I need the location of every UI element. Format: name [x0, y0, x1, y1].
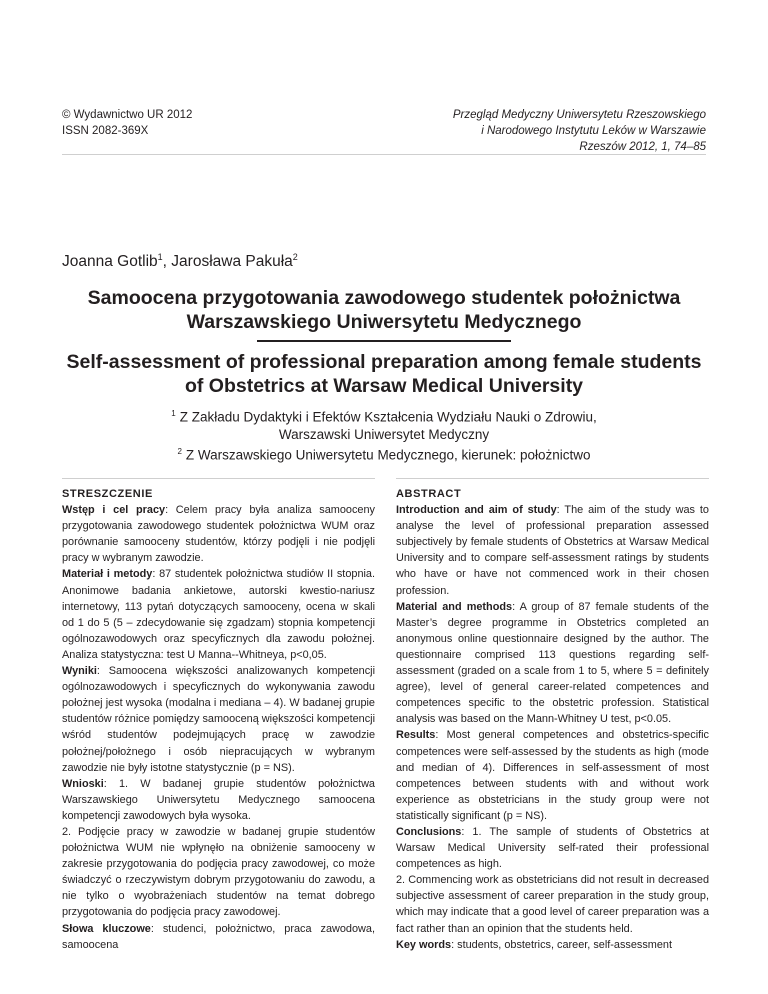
title-english-line1: Self-assessment of professional preparation among female students — [66, 351, 702, 373]
keywords — [396, 937, 709, 953]
title-english — [0, 350, 768, 398]
paragraph-text: : A group of 87 female students of the Master’s degree programme in Obstetrics completed an anonymous online questionnaire designed by the author. The questionnaire comprised 113 questions regarding self-assessment (graded on a scale from 1 to 5, where 5 = definitely agree), level of general career-related competences and competences specific to the obstetric profession. Statistical analysis was based on the Mann-Whitney U test, p<0.05. — [396, 600, 709, 726]
right-column-divider — [396, 478, 709, 479]
keywords — [62, 921, 375, 953]
abstract-paragraph — [396, 824, 709, 872]
publisher-line: © Wydawnictwo UR 2012 — [62, 109, 193, 121]
abstract-paragraph — [62, 663, 375, 776]
paragraph-text: : Most general competences and obstetrics-specific competences were self-assessed by the students as high (mode and median of 4). Differences in self-assessment of most competences between students with and without work experience as obstetricians in the study group were not statistically significant (p = NS). — [396, 729, 709, 822]
affiliation-1 — [0, 405, 768, 426]
paragraph-label: Introduction and aim of study — [396, 504, 557, 517]
paragraph-label: Materiał i metody — [62, 568, 153, 581]
affiliations — [0, 405, 768, 463]
affiliation-text: Z Warszawskiego Uniwersytetu Medycznego, kierunek: położnictwo — [185, 447, 591, 462]
paragraph-label: Key words — [396, 938, 452, 951]
affiliation-marker: 1 — [171, 409, 176, 418]
author-name: Jarosława Pakuła — [171, 253, 293, 271]
affiliation-marker: 2 — [177, 446, 182, 456]
section-heading: STRESZCZENIE — [62, 488, 153, 500]
journal-name-line1: Przegląd Medyczny Uniwersytetu Rzeszowskiego — [452, 109, 706, 121]
title-polish-line1: Samoocena przygotowania zawodowego studentek położnictwa — [87, 287, 681, 309]
abstract-paragraph — [396, 727, 709, 824]
title-polish-line2: Warszawskiego Uniwersytetu Medycznego — [186, 311, 582, 333]
author-affiliation-marker: 2 — [292, 252, 298, 262]
left-column-divider — [62, 478, 375, 479]
affiliation-1-cont: Warszawski Uniwersytet Medyczny — [278, 426, 490, 442]
abstract-paragraph: 2. Commencing work as obstetricians did not result in decreased subjective assessment of career preparation in the study group, which may indicate that a good level of career preparation was a fact rather than an opinion that the students held. — [396, 874, 709, 935]
paragraph-label: Wyniki — [62, 665, 97, 678]
journal-issue-line: Rzeszów 2012, 1, 74–85 — [579, 141, 706, 153]
affiliation-text: Z Zakładu Dydaktyki i Efektów Kształcenia Wydziału Nauki o Zdrowiu, — [179, 409, 597, 425]
title-english-line2: of Obstetrics at Warsaw Medical University — [184, 375, 584, 397]
page-header — [62, 107, 706, 153]
paragraph-text: : The aim of the study was to analyse the level of professional preparation assessed subjectively by female students of Obstetrics at Warsaw Medical University and to compare self-assessment ratings by students who have or have not commenced work in their chosen profession. — [396, 504, 709, 597]
paragraph-label: Wnioski — [62, 777, 104, 790]
journal-name-line2: i Narodowego Instytutu Leków w Warszawie — [481, 125, 706, 137]
author-separator: , — [162, 253, 172, 271]
paragraph-text: : 87 studentek położnictwa studiów II stopnia. Anonimowe badania ankietowe, autorski kwestio-nariusz internetowy, 113 pytań dotyczących samooceny, ocena w skali od 1 do 5 (5 – zdecydowanie się zgadzam) stopnia kompetencji ogólnozawodowych oraz specyficznych dla zawodu położnej. Analiza statystyczna: test U Manna--Whitneya, p<0,05. — [62, 568, 376, 661]
paragraph-text: : Celem pracy była analiza samooceny przygotowania zawodowego studentek położnictwa WUM oraz porównanie samooceny studentów, którzy podjęli i nie podjęli pracy w wybranym zawodzie. — [62, 504, 375, 565]
paragraph-text: : 1. W badanej grupie studentów położnictwa Warszawskiego Uniwersytetu Medycznego samoocena kompetencji zawodowych była wysoka. — [62, 777, 375, 822]
affiliation-2 — [0, 443, 768, 464]
paragraph-text: : 1. The sample of students of Obstetrics at Warsaw Medical University self-rated their professional competences as high. — [396, 825, 709, 871]
abstract-paragraph — [62, 502, 375, 566]
author-affiliation-marker: 1 — [157, 252, 163, 262]
paragraph-label: Conclusions — [396, 825, 462, 838]
abstract-paragraph: 2. Podjęcie pracy w zawodzie w badanej grupie studentów położnictwa WUM nie wpłynęło na obniżenie samooceny w zakresie przygotowania do podjęcia pracy zawodowej, co może świadczyć o rzeczywistym dobrym przygotowaniu do zawodu, a nie tylko o wyobrażeniach studentów na temat dobrego przygotowania do podjęcia pracy zawodowej. — [62, 825, 375, 919]
issn-line: ISSN 2082-369X — [62, 125, 149, 137]
title-divider — [257, 340, 511, 342]
paragraph-text: : Samoocena większości analizowanych kompetencji ogólnozawodowych i specyficznych do wykonywania zawodu położnej jest wysoka (modalna i mediana – 4). W badanej grupie studentów różnice pomiędzy samooceną większości kompetencji wśród studentów podejmujących pracę w zawodzie położnej/położnego i osób niepracujących w wybranym zawodzie nie były istotne statystycznie (p = NS). — [62, 665, 375, 774]
abstract-polish — [62, 486, 375, 953]
section-heading: ABSTRACT — [396, 488, 462, 500]
header-divider — [62, 154, 706, 155]
title-polish — [0, 286, 768, 334]
abstract-paragraph — [396, 599, 709, 728]
paragraph-label: Wstęp i cel pracy — [62, 504, 166, 517]
paragraph-label: Słowa kluczowe — [62, 922, 151, 935]
paragraph-label: Material and methods — [396, 600, 513, 613]
author-list — [62, 252, 298, 271]
publisher-info — [62, 107, 192, 139]
paragraph-text: : studenci, położnictwo, praca zawodowa, samoocena — [62, 922, 375, 951]
abstract-paragraph — [62, 776, 375, 824]
journal-info — [453, 107, 706, 155]
paragraph-text: : students, obstetrics, career, self-assessment — [451, 938, 673, 951]
abstract-paragraph — [396, 502, 709, 599]
abstract-english — [396, 486, 709, 953]
author-name: Joanna Gotlib — [62, 253, 158, 271]
paragraph-label: Results — [396, 729, 436, 742]
abstract-paragraph — [62, 566, 375, 663]
